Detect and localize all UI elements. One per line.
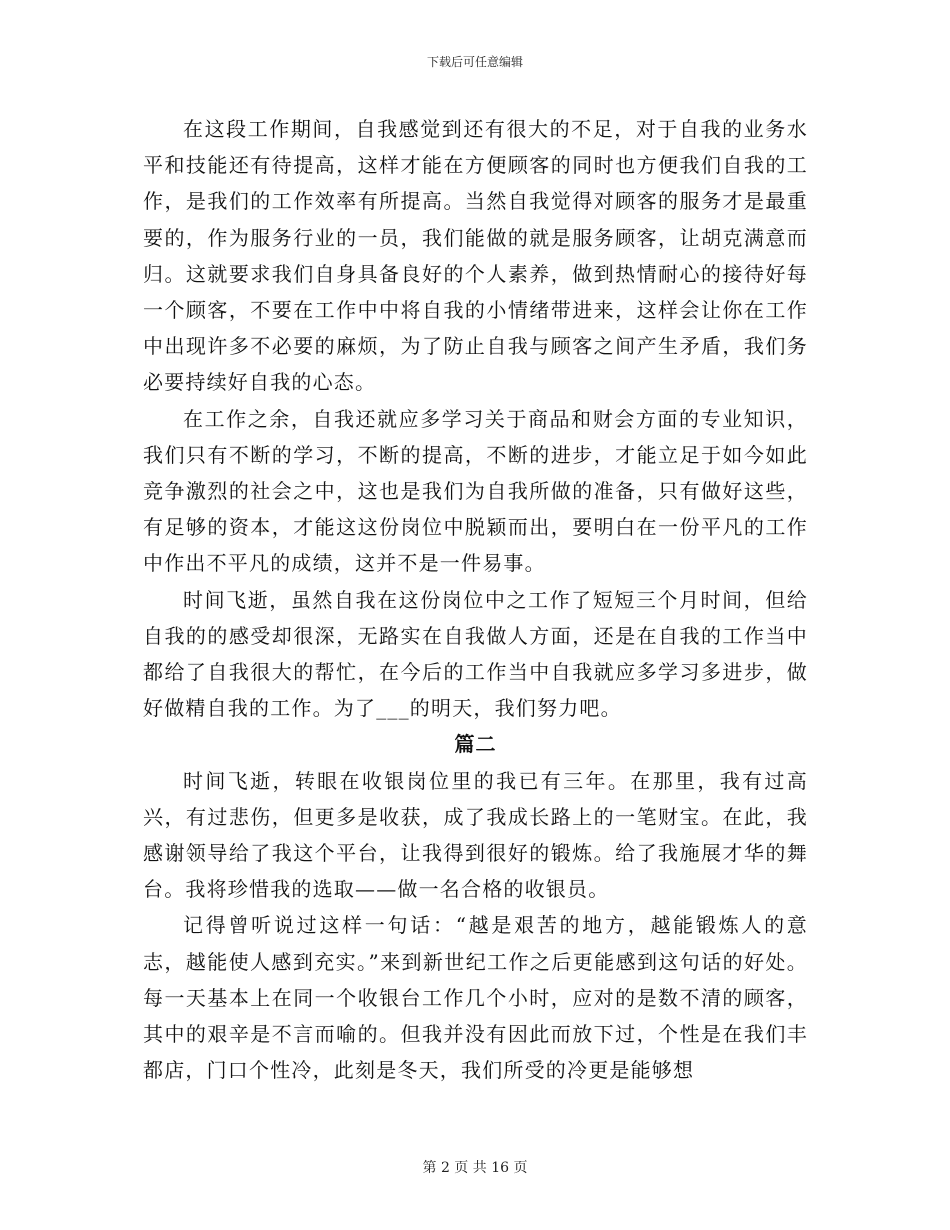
paragraph-1: 在这段工作期间，自我感觉到还有很大的不足，对于自我的业务水平和技能还有待提高，这样才能在方便顾客的同时也方便我们自我的工作，是我们的工作效率有所提高。当然自我觉得对顾客的服务才是最重要的，作为服务行业的一员，我们能做的就是服务顾客，让胡克满意而归。这就要求我们自身具备良好的个人素养，做到热情耐心的接待好每一个顾客，不要在工作中中将自我的小情绪带进来，这样会让你在工作中出现许多不必要的麻烦，为了防止自我与顾客之间产生矛盾，我们务必要持续好自我的心态。	[143, 117, 808, 395]
page-header-note: 下载后可任意编辑	[426, 55, 523, 69]
page-number-footer: 第 2 页 共 16 页	[422, 1160, 528, 1176]
document-body	[143, 111, 808, 1088]
paragraph-2: 在工作之余，自我还就应多学习关于商品和财会方面的专业知识，我们只有不断的学习，不断的提高，不断的进步，才能立足于如今如此竞争激烈的社会之中，这也是我们为自我所做的准备，只有做好这些，有足够的资本，才能这这份岗位中脱颖而出，要明白在一份平凡的工作中作出不平凡的成绩，这并不是一件易事。	[143, 406, 808, 576]
paragraph-4: 时间飞逝，转眼在收银岗位里的我已有三年。在那里，我有过高兴，有过悲伤，但更多是收获，成了我成长路上的一笔财宝。在此，我感谢领导给了我这个平台，让我得到很好的锻炼。给了我施展才华的舞台。我将珍惜我的选取——做一名合格的收银员。	[143, 768, 808, 902]
section-title: 篇二	[454, 732, 497, 757]
paragraph-5: 记得曾听说过这样一句话：“越是艰苦的地方，越能锻炼人的意志，越能使人感到充实。”来到新世纪工作之后更能感到这句话的好处。每一天基本上在同一个收银台工作几个小时，应对的是数不清的顾客，其中的艰辛是不言而喻的。但我并没有因此而放下过，个性是在我们丰都店，门口个性冷，此刻是冬天，我们所受的冷更是能够想	[143, 913, 808, 1083]
paragraph-3: 时间飞逝，虽然自我在这份岗位中之工作了短短三个月时间，但给自我的的感受却很深，无路实在自我做人方面，还是在自我的工作当中都给了自我很大的帮忙，在今后的工作当中自我就应多学习多进步，做好做精自我的工作。为了___的明天，我们努力吧。	[143, 587, 808, 721]
